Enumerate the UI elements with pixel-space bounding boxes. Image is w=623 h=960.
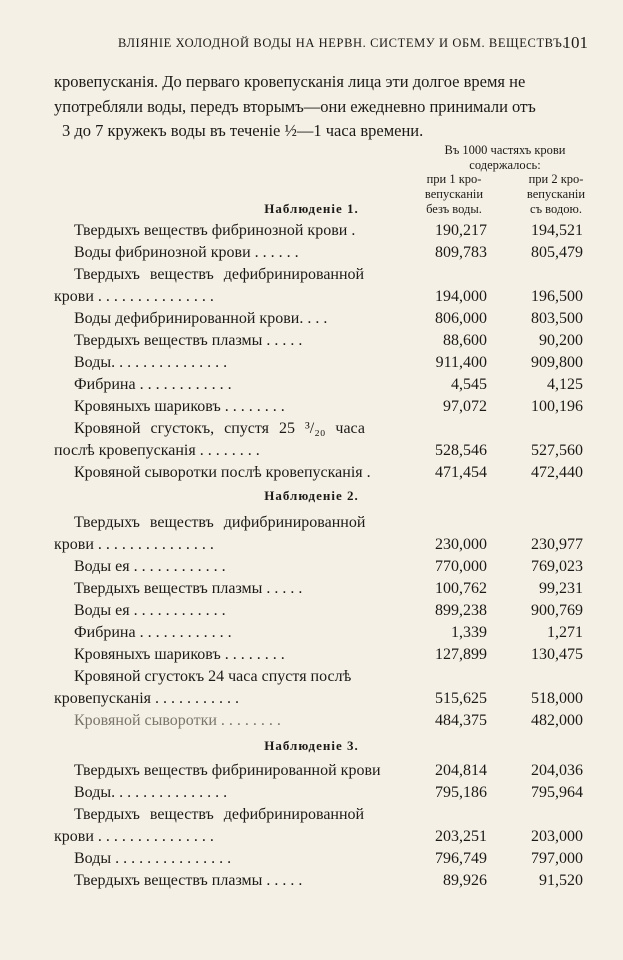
table-row bbox=[0, 354, 623, 378]
col1-header-line-2: вепусканіи bbox=[424, 187, 484, 201]
row-value-2: 803,500 bbox=[531, 310, 583, 327]
row-value-1: 809,783 bbox=[435, 244, 487, 261]
intro-line-3: 3 до 7 кружекъ воды въ теченіе ½—1 часа времени. bbox=[62, 121, 424, 140]
row-label: Фибрина . . . . . . . . . . . . bbox=[74, 376, 232, 393]
col2-header-line-1: при 2 кро- bbox=[528, 172, 584, 186]
row-value-1: 770,000 bbox=[435, 558, 487, 575]
row-value-1: 89,926 bbox=[443, 872, 487, 889]
table-row bbox=[0, 376, 623, 400]
row-value-1: 100,762 bbox=[435, 580, 487, 597]
row-value-2: 130,475 bbox=[531, 646, 583, 663]
row-value-2: 196,500 bbox=[531, 288, 583, 305]
row-value-1: 1,339 bbox=[451, 624, 487, 641]
table-row bbox=[0, 398, 623, 422]
row-label: Твердыхъ веществъ фибринированной крови bbox=[74, 762, 381, 779]
col1-header-line-3: безъ воды. bbox=[426, 202, 482, 216]
table-row bbox=[0, 514, 623, 538]
col2-header-line-3: съ водою. bbox=[530, 202, 582, 216]
table-row bbox=[0, 624, 623, 648]
row-value-1: 795,186 bbox=[435, 784, 487, 801]
table-row bbox=[0, 310, 623, 334]
row-label: Твердыхъ веществъ плазмы . . . . . bbox=[74, 332, 303, 349]
row-label: Твердыхъ веществъ дефибринированной bbox=[74, 266, 365, 283]
row-value-1: 515,625 bbox=[435, 690, 487, 707]
table-row bbox=[0, 806, 623, 830]
intro-line-1: кровепусканія. До перваго кровепусканія лица эти долгое время не bbox=[54, 72, 526, 91]
table-row bbox=[0, 850, 623, 874]
row-value-2: 769,023 bbox=[531, 558, 583, 575]
row-value-2: 795,964 bbox=[531, 784, 583, 801]
row-label: крови . . . . . . . . . . . . . . . bbox=[54, 828, 214, 845]
section-title-1: Наблюденіе 1. bbox=[264, 201, 359, 216]
row-value-2: 900,769 bbox=[531, 602, 583, 619]
table-row bbox=[0, 244, 623, 268]
row-label: Воды дефибринированной крови. . . . bbox=[74, 310, 328, 327]
row-value-2: 1,271 bbox=[547, 624, 583, 641]
row-value-2: 527,560 bbox=[531, 442, 583, 459]
row-label: Воды фибринозной крови . . . . . . bbox=[74, 244, 299, 261]
table-row bbox=[0, 420, 623, 444]
row-label: Твердыхъ веществъ дефибринированной bbox=[74, 806, 365, 823]
row-label: послѣ кровепусканія . . . . . . . . bbox=[54, 442, 260, 459]
row-value-1: 127,899 bbox=[435, 646, 487, 663]
row-value-2: 4,125 bbox=[547, 376, 583, 393]
row-value-2: 472,440 bbox=[531, 464, 583, 481]
row-value-2: 482,000 bbox=[531, 712, 583, 729]
table-header-top-line-1: Въ 1000 частяхъ крови bbox=[444, 143, 566, 157]
row-value-1: 204,814 bbox=[435, 762, 487, 779]
row-value-2: 230,977 bbox=[531, 536, 583, 553]
row-value-2: 90,200 bbox=[539, 332, 583, 349]
row-label: Кровяныхъ шариковъ . . . . . . . . bbox=[74, 398, 285, 415]
table-header-top-line-2: содержалось: bbox=[469, 158, 541, 172]
row-value-1: 528,546 bbox=[435, 442, 487, 459]
row-value-1: 484,375 bbox=[435, 712, 487, 729]
row-value-2: 203,000 bbox=[531, 828, 583, 845]
row-value-2: 91,520 bbox=[539, 872, 583, 889]
table-row bbox=[0, 222, 623, 246]
row-value-1: 911,400 bbox=[435, 354, 487, 371]
row-label: Воды. . . . . . . . . . . . . . . bbox=[74, 784, 228, 801]
table-row bbox=[0, 266, 623, 290]
row-label: Воды . . . . . . . . . . . . . . . bbox=[74, 850, 232, 867]
table-row bbox=[0, 828, 623, 852]
running-head bbox=[118, 33, 588, 52]
table-row bbox=[0, 602, 623, 626]
row-value-2: 909,800 bbox=[531, 354, 583, 371]
intro-line-2: употребляли воды, передъ вторымъ—они ежедневно принимали отъ bbox=[54, 97, 536, 116]
col1-header-line-1: при 1 кро- bbox=[426, 172, 482, 186]
row-label: Кровяной сгустокъ 24 часа спустя послѣ bbox=[74, 668, 352, 685]
page-number: 101 bbox=[562, 33, 588, 52]
table-header-top bbox=[400, 143, 610, 173]
row-label: крови . . . . . . . . . . . . . . . bbox=[54, 536, 214, 553]
row-label: Воды. . . . . . . . . . . . . . . bbox=[74, 354, 228, 371]
table-row bbox=[0, 668, 623, 692]
row-label: Твердыхъ веществъ фибринозной крови . bbox=[74, 222, 356, 239]
row-value-1: 88,600 bbox=[443, 332, 487, 349]
row-value-1: 194,000 bbox=[435, 288, 487, 305]
row-value-1: 190,217 bbox=[435, 222, 487, 239]
row-value-2: 100,196 bbox=[531, 398, 583, 415]
table-row bbox=[0, 580, 623, 604]
row-value-2: 194,521 bbox=[531, 222, 583, 239]
row-value-2: 518,000 bbox=[531, 690, 583, 707]
row-label: Твердыхъ веществъ плазмы . . . . . bbox=[74, 872, 303, 889]
table-row bbox=[0, 762, 623, 786]
table-row bbox=[0, 442, 623, 466]
row-label: кровепусканія . . . . . . . . . . . bbox=[54, 690, 239, 707]
row-value-2: 805,479 bbox=[531, 244, 583, 261]
row-value-1: 899,238 bbox=[435, 602, 487, 619]
row-label: Кровяной сгустокъ, спустя 25 ³/₂₀ часа bbox=[74, 420, 365, 437]
row-label: крови . . . . . . . . . . . . . . . bbox=[54, 288, 214, 305]
section-title-2: Наблюденіе 2. bbox=[264, 488, 359, 503]
row-label: Воды ея . . . . . . . . . . . . bbox=[74, 558, 226, 575]
row-value-1: 471,454 bbox=[435, 464, 487, 481]
row-value-1: 796,749 bbox=[435, 850, 487, 867]
table-row bbox=[0, 646, 623, 670]
row-value-1: 203,251 bbox=[435, 828, 487, 845]
col2-header-line-2: вепусканіи bbox=[526, 187, 586, 201]
table-row bbox=[0, 288, 623, 312]
row-value-1: 97,072 bbox=[443, 398, 487, 415]
table-row bbox=[0, 464, 623, 488]
row-value-1: 4,545 bbox=[451, 376, 487, 393]
row-label: Воды ея . . . . . . . . . . . . bbox=[74, 602, 226, 619]
row-value-1: 806,000 bbox=[435, 310, 487, 327]
table-row bbox=[0, 712, 623, 736]
row-label: Кровяныхъ шариковъ . . . . . . . . bbox=[74, 646, 285, 663]
row-label: Кровяной сыворотки . . . . . . . . bbox=[74, 712, 281, 729]
row-value-1: 230,000 bbox=[435, 536, 487, 553]
row-label: Фибрина . . . . . . . . . . . . bbox=[74, 624, 232, 641]
table-row bbox=[0, 784, 623, 808]
table-row bbox=[0, 536, 623, 560]
section-title-3: Наблюденіе 3. bbox=[264, 738, 359, 753]
table-row bbox=[0, 558, 623, 582]
table-row bbox=[0, 690, 623, 714]
row-value-2: 99,231 bbox=[539, 580, 583, 597]
row-label: Твердыхъ веществъ плазмы . . . . . bbox=[74, 580, 303, 597]
row-label: Твердыхъ веществъ дифибринированной bbox=[74, 514, 366, 531]
row-value-2: 797,000 bbox=[531, 850, 583, 867]
table-row bbox=[0, 872, 623, 896]
row-value-2: 204,036 bbox=[531, 762, 583, 779]
table-row bbox=[0, 332, 623, 356]
row-label: Кровяной сыворотки послѣ кровепусканія . bbox=[74, 464, 371, 481]
running-title: ВЛІЯНІЕ ХОЛОДНОЙ ВОДЫ НА НЕРВН. СИСТЕМУ И ОБМ. ВЕЩЕСТВЪ. bbox=[118, 36, 567, 50]
